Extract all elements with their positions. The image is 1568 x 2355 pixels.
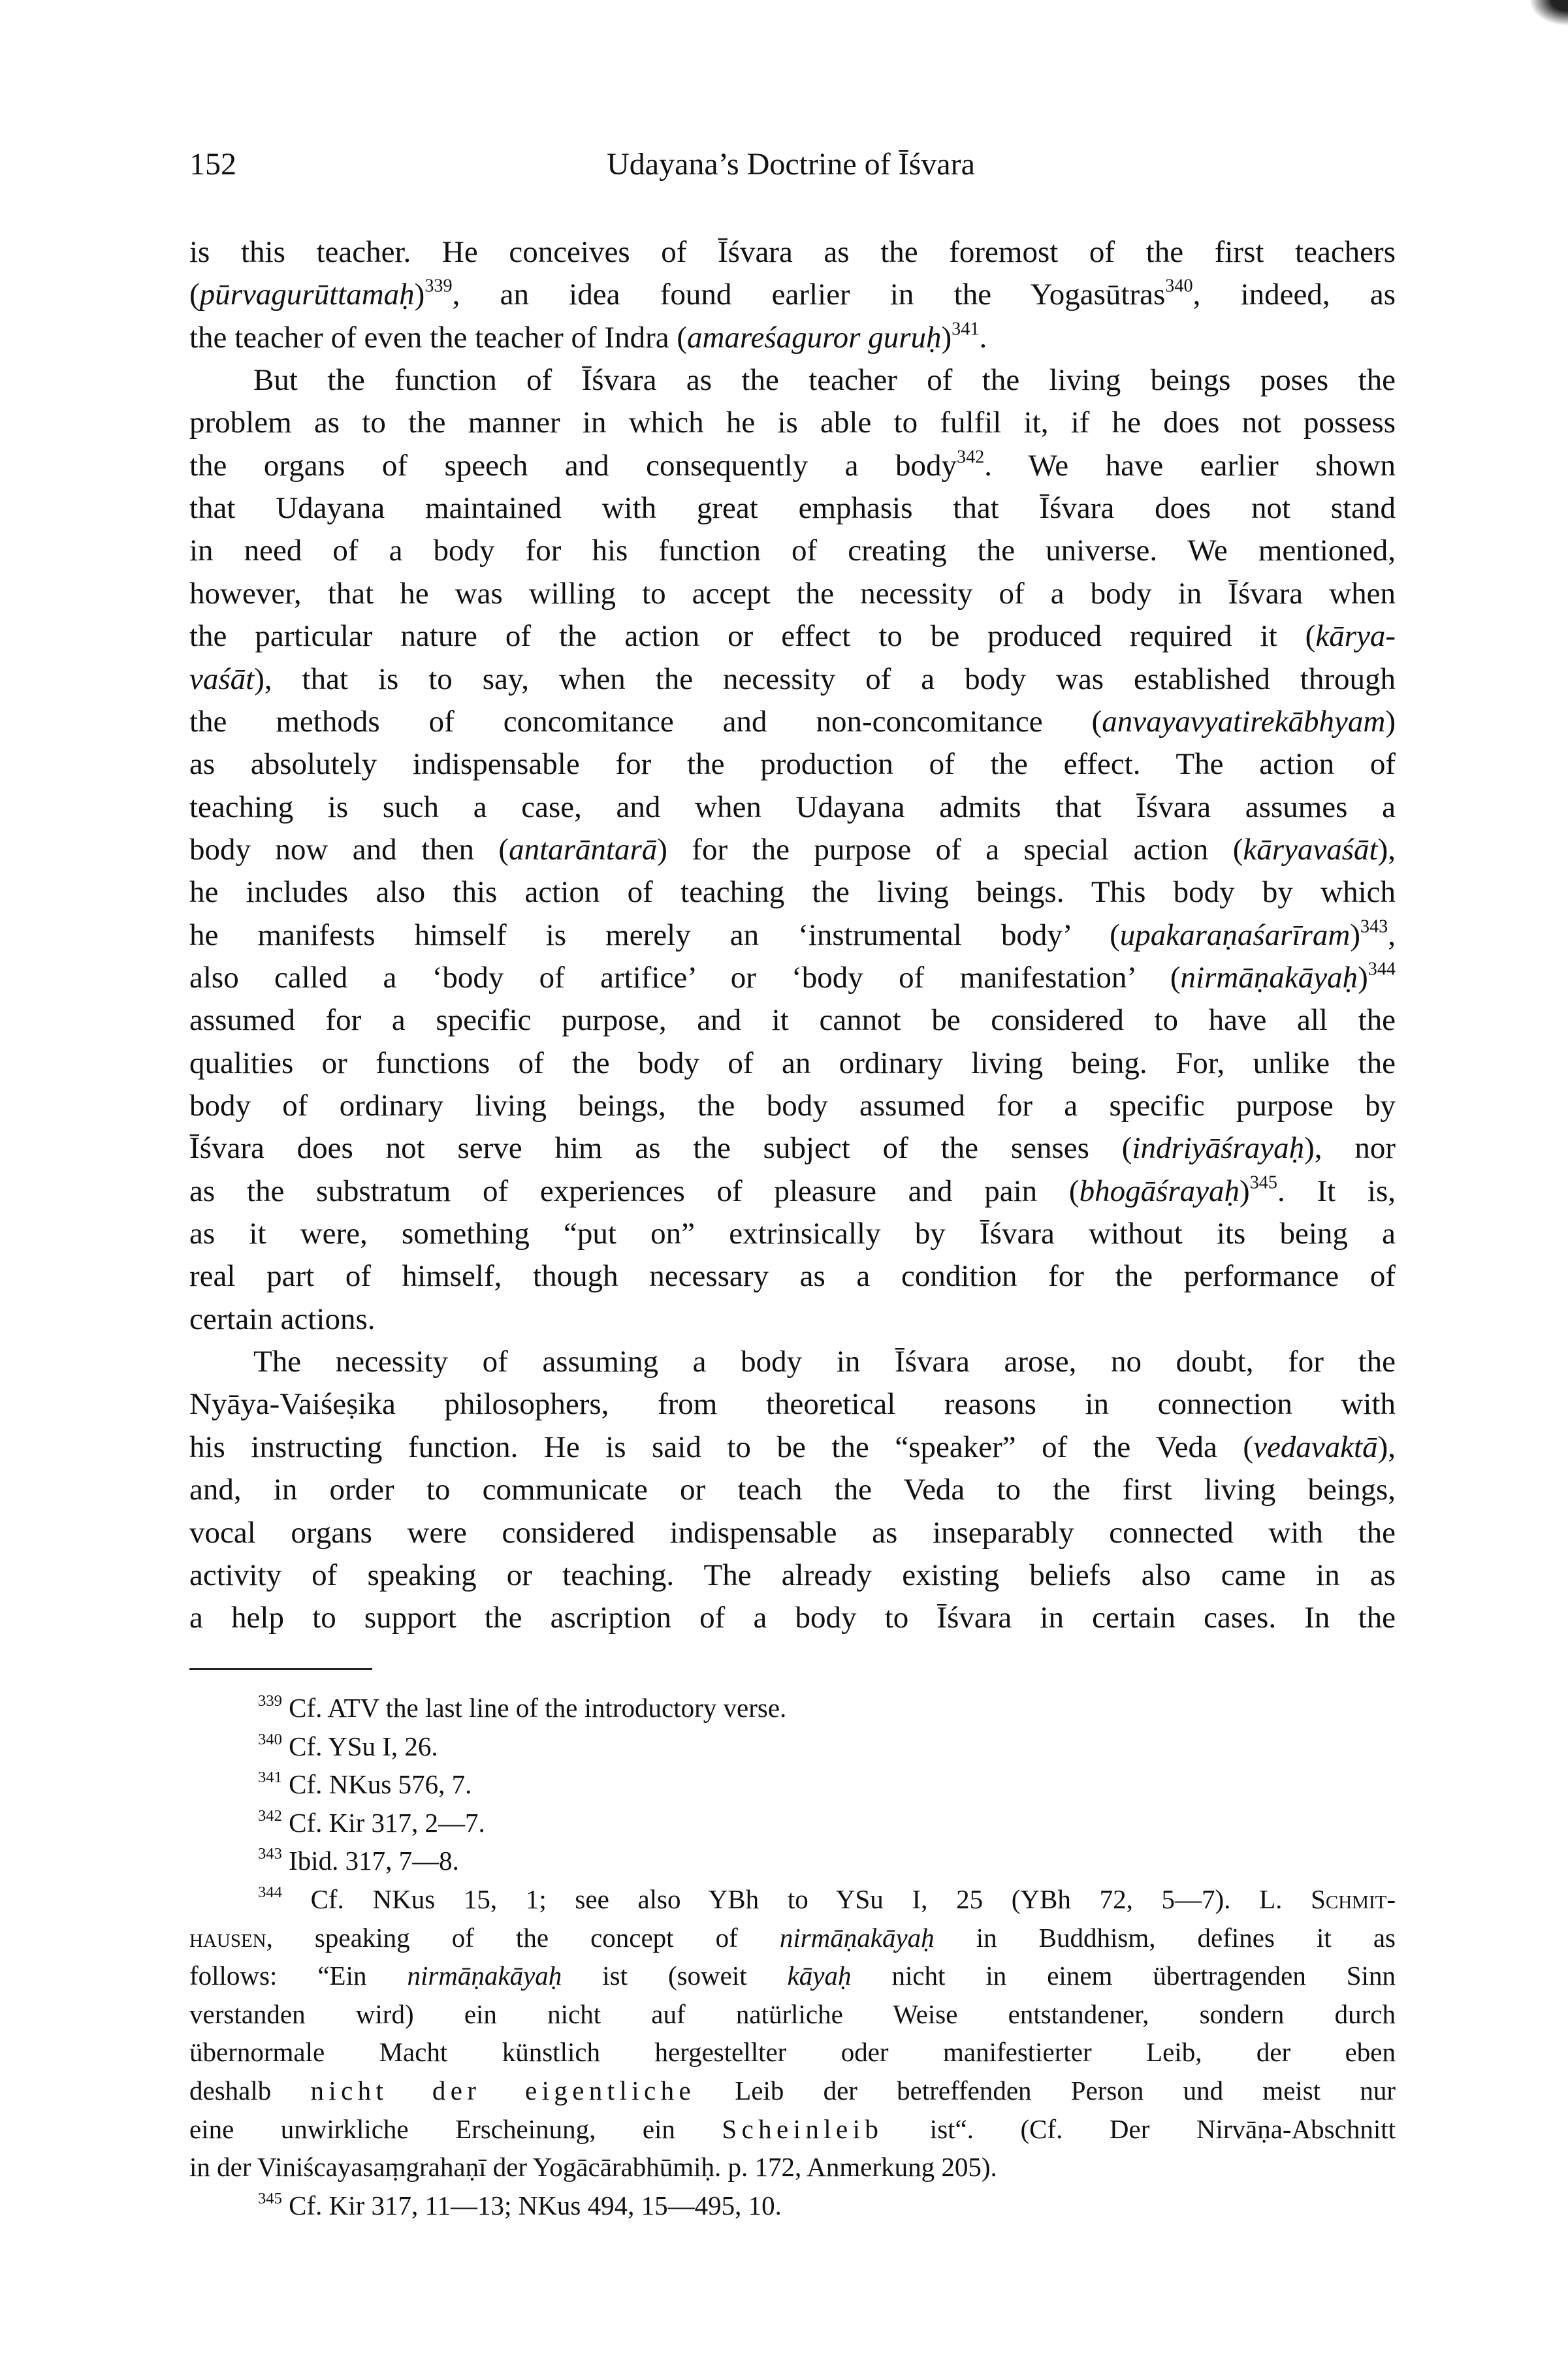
text-line bbox=[189, 444, 1396, 487]
text-run: . bbox=[979, 320, 987, 355]
italic-term: nirmāṇakāyaḥ bbox=[779, 1922, 935, 1953]
footnote-ref: 340 bbox=[1165, 276, 1193, 296]
text-line bbox=[189, 273, 1396, 316]
text-run: The necessity of assuming a body in Īśvara arose, no doubt, for the bbox=[253, 1345, 1396, 1379]
text-run: ist (soweit bbox=[562, 1961, 788, 1991]
text-run: ) bbox=[941, 320, 952, 355]
text-run: vocal organs were considered indispensable as inseparably connected with the bbox=[189, 1515, 1396, 1550]
text-line bbox=[189, 529, 1396, 572]
footnote-line bbox=[189, 2033, 1396, 2071]
text-line bbox=[189, 1340, 1396, 1383]
footnote-line bbox=[189, 1880, 1396, 1918]
text-line bbox=[189, 658, 1396, 701]
footnote-ref: 343 bbox=[1360, 916, 1388, 937]
text-run: the particular nature of the action or effect to be produced required it ( bbox=[189, 619, 1316, 654]
italic-term: vaśāt bbox=[189, 662, 255, 696]
text-line bbox=[189, 871, 1396, 914]
text-line bbox=[189, 487, 1396, 530]
text-line bbox=[189, 700, 1396, 743]
text-run: Cf. ATV the last line of the introductory verse. bbox=[281, 1693, 787, 1723]
text-line bbox=[189, 316, 1396, 359]
text-run: his instructing function. He is said to be the “speaker” of the Veda ( bbox=[189, 1430, 1254, 1464]
text-line bbox=[189, 1084, 1396, 1127]
footnote-line bbox=[189, 2148, 1396, 2186]
footnote-ref: 339 bbox=[258, 1691, 282, 1710]
italic-term: pūrvagurūttamaḥ bbox=[199, 278, 415, 312]
footnote-ref: 342 bbox=[258, 1806, 282, 1825]
italic-term: vedavaktā bbox=[1253, 1430, 1378, 1464]
italic-term: kāryavaśāt bbox=[1243, 832, 1378, 867]
text-run: Cf. YSu I, 26. bbox=[281, 1731, 438, 1761]
text-run: verstanden wird) ein nicht auf natürliche Weise entstandener, sondern durch bbox=[189, 1998, 1396, 2029]
text-line bbox=[189, 1255, 1396, 1298]
text-run: he includes also this action of teaching the living beings. This body by which bbox=[189, 875, 1396, 910]
text-line bbox=[189, 1511, 1396, 1554]
italic-term: amareśaguror guruḥ bbox=[686, 320, 942, 355]
italic-term: upakaraṇaśarīram bbox=[1119, 918, 1351, 952]
text-line bbox=[189, 359, 1396, 402]
text-line bbox=[189, 743, 1396, 786]
text-line bbox=[189, 231, 1396, 274]
italic-term: nirmāṇakāyaḥ bbox=[1180, 960, 1358, 995]
text-run: a help to support the ascription of a body to Īśvara in certain cases. In the bbox=[189, 1601, 1396, 1635]
footnote-line bbox=[189, 1957, 1396, 1995]
text-run: ), that is to say, when the necessity of a body was established through bbox=[254, 662, 1396, 696]
footnote-ref: 342 bbox=[956, 447, 985, 468]
text-run: But the function of Īśvara as the teacher of the living beings poses the bbox=[253, 363, 1396, 398]
page-number: 152 bbox=[189, 147, 236, 182]
text-run: problem as to the manner in which he is able to fulfil it, if he does not possess bbox=[189, 406, 1396, 440]
footnote-line bbox=[189, 1919, 1396, 1957]
text-run: real part of himself, though necessary as a condition for the performance of bbox=[189, 1259, 1396, 1294]
text-run: . It is, bbox=[1277, 1174, 1396, 1208]
text-run: the methods of concomitance and non-concomitance ( bbox=[189, 704, 1102, 739]
text-run: the teacher of even the teacher of Indra ( bbox=[189, 320, 687, 355]
text-run: activity of speaking or teaching. The already existing beliefs also came in as bbox=[189, 1558, 1396, 1592]
italic-term: indriyāśrayaḥ bbox=[1132, 1131, 1305, 1166]
text-line bbox=[189, 572, 1396, 615]
text-run: ) bbox=[1350, 918, 1360, 952]
footnote-line bbox=[189, 1765, 1396, 1803]
text-run: is this teacher. He conceives of Īśvara as the foremost of the first teachers bbox=[189, 235, 1396, 269]
text-run: in need of a body for his function of creating the universe. We mentioned, bbox=[189, 534, 1396, 568]
italic-term: nirmāṇakāyaḥ bbox=[407, 1961, 562, 1991]
text-run: qualities or functions of the body of an ordinary living being. For, unlike the bbox=[189, 1046, 1396, 1080]
text-line bbox=[189, 914, 1396, 957]
footnote-ref: 343 bbox=[258, 1845, 282, 1863]
text-run: eine unwirkliche Erscheinung, ein bbox=[189, 2113, 722, 2144]
text-line bbox=[189, 956, 1396, 999]
text-run: ) bbox=[414, 278, 425, 312]
small-caps-name: hausen bbox=[189, 1922, 266, 1953]
text-run: also called a ‘body of artifice’ or ‘body of manifestation’ ( bbox=[189, 960, 1181, 995]
text-run: as the substratum of experiences of pleasure and pain ( bbox=[189, 1174, 1080, 1208]
text-run: ), bbox=[1377, 832, 1396, 867]
text-line bbox=[189, 1298, 1396, 1341]
footnote-ref: 341 bbox=[952, 318, 980, 339]
text-run: Īśvara does not serve him as the subject of the senses ( bbox=[189, 1131, 1132, 1166]
italic-term: bhogāśrayaḥ bbox=[1079, 1174, 1240, 1208]
footnote-line bbox=[189, 2187, 1396, 2224]
spaced-text: nicht der eigentliche bbox=[310, 2075, 696, 2106]
text-run: ) for the purpose of a special action ( bbox=[657, 832, 1243, 867]
text-line bbox=[189, 1426, 1396, 1469]
running-title: Udayana’s Doctrine of Īśvara bbox=[607, 147, 975, 182]
text-run: , speaking of the concept of bbox=[266, 1922, 780, 1953]
text-run: ), nor bbox=[1304, 1131, 1396, 1166]
footnote-ref: 340 bbox=[258, 1730, 282, 1748]
text-run: teaching is such a case, and when Udayana admits that Īśvara assumes a bbox=[189, 790, 1396, 824]
text-line bbox=[189, 1596, 1396, 1639]
text-line bbox=[189, 999, 1396, 1042]
text-run: body of ordinary living beings, the body assumed for a specific purpose by bbox=[189, 1089, 1396, 1123]
text-run: and, in order to communicate or teach the Veda to the first living beings, bbox=[189, 1473, 1396, 1507]
text-run: follows: “Ein bbox=[189, 1961, 408, 1991]
text-run: übernormale Macht künstlich hergestellter oder manifestierter Leib, der eben bbox=[189, 2037, 1396, 2068]
text-run: ( bbox=[189, 278, 200, 312]
text-run: body now and then ( bbox=[189, 832, 509, 867]
small-caps-name: Schmit- bbox=[1311, 1884, 1396, 1914]
text-run: as it were, something “put on” extrinsically by Īśvara without its being a bbox=[189, 1217, 1396, 1251]
text-run: deshalb bbox=[189, 2075, 311, 2106]
text-line bbox=[189, 401, 1396, 444]
footnote-ref: 339 bbox=[424, 276, 453, 296]
text-line bbox=[189, 1042, 1396, 1085]
italic-term: anvayavyatirekābhyam bbox=[1102, 704, 1386, 739]
text-run: certain actions. bbox=[189, 1302, 376, 1336]
text-run: nicht in einem übertragenden Sinn bbox=[851, 1961, 1396, 1991]
footnote-ref: 345 bbox=[258, 2189, 282, 2207]
text-run: Cf. Kir 317, 11—13; NKus 494, 15—495, 10. bbox=[281, 2190, 782, 2220]
text-line bbox=[189, 1212, 1396, 1255]
footnote-line bbox=[189, 2072, 1396, 2109]
footnote-ref: 345 bbox=[1249, 1172, 1277, 1193]
footnote-line bbox=[189, 1804, 1396, 1842]
text-run: in Buddhism, defines it as bbox=[934, 1922, 1396, 1953]
text-run: , indeed, as bbox=[1192, 278, 1396, 312]
text-line bbox=[189, 1383, 1396, 1426]
text-run: he manifests himself is merely an ‘instrumental body’ ( bbox=[189, 918, 1120, 952]
footnote-ref: 344 bbox=[1368, 959, 1396, 980]
text-line bbox=[189, 1127, 1396, 1170]
italic-term: kāyaḥ bbox=[787, 1961, 852, 1991]
footnote-line bbox=[189, 1995, 1396, 2033]
text-run: in der Viniścayasaṃgrahaṇī der Yogācārabhūmiḥ. p. 172, Anmerkung 205). bbox=[189, 2152, 997, 2183]
text-run: Nyāya-Vaiśeṣika philosophers, from theoretical reasons in connection with bbox=[189, 1387, 1396, 1422]
text-run: the organs of speech and consequently a body bbox=[189, 448, 957, 483]
footnote-line bbox=[189, 1727, 1396, 1765]
text-run: ) bbox=[1240, 1174, 1250, 1208]
text-line bbox=[189, 828, 1396, 871]
footnote-line bbox=[189, 2110, 1396, 2148]
text-run: , an idea found earlier in the Yogasūtras bbox=[452, 278, 1166, 312]
scan-artifact bbox=[1529, 0, 1568, 26]
text-run: . We have earlier shown bbox=[984, 448, 1396, 483]
text-run: Cf. Kir 317, 2—7. bbox=[281, 1807, 485, 1838]
text-line bbox=[189, 1554, 1396, 1597]
text-run: ), bbox=[1377, 1430, 1396, 1464]
text-run: Cf. NKus 576, 7. bbox=[281, 1769, 472, 1800]
text-line bbox=[189, 786, 1396, 829]
text-run: assumed for a specific purpose, and it cannot be considered to have all the bbox=[189, 1003, 1396, 1038]
spaced-text: Scheinleib bbox=[722, 2113, 884, 2144]
italic-term: kārya- bbox=[1315, 619, 1396, 654]
text-run: ) bbox=[1385, 704, 1396, 739]
text-line bbox=[189, 1170, 1396, 1213]
footnote-line bbox=[189, 1689, 1396, 1727]
text-run: ) bbox=[1358, 960, 1368, 995]
text-run: however, that he was willing to accept the necessity of a body in Īśvara when bbox=[189, 576, 1396, 611]
text-run: that Udayana maintained with great emphasis that Īśvara does not stand bbox=[189, 491, 1396, 526]
text-run: , bbox=[1388, 918, 1396, 952]
text-run: Ibid. 317, 7—8. bbox=[281, 1846, 459, 1876]
text-run: Leib der betreffenden Person und meist nur bbox=[696, 2075, 1396, 2106]
footnote-rule bbox=[189, 1668, 372, 1670]
text-line bbox=[189, 1468, 1396, 1511]
footnote-line bbox=[189, 1842, 1396, 1880]
text-line bbox=[189, 615, 1396, 658]
footnote-ref: 341 bbox=[258, 1768, 282, 1786]
italic-term: antarāntarā bbox=[509, 832, 658, 867]
text-run: as absolutely indispensable for the production of the effect. The action of bbox=[189, 747, 1396, 782]
footnote-ref: 344 bbox=[258, 1883, 282, 1901]
text-run: ist“. (Cf. Der Nirvāṇa-Abschnitt bbox=[883, 2113, 1396, 2144]
text-run: Cf. NKus 15, 1; see also YBh to YSu I, 25 (YBh 72, 5—7). L. bbox=[281, 1884, 1311, 1914]
